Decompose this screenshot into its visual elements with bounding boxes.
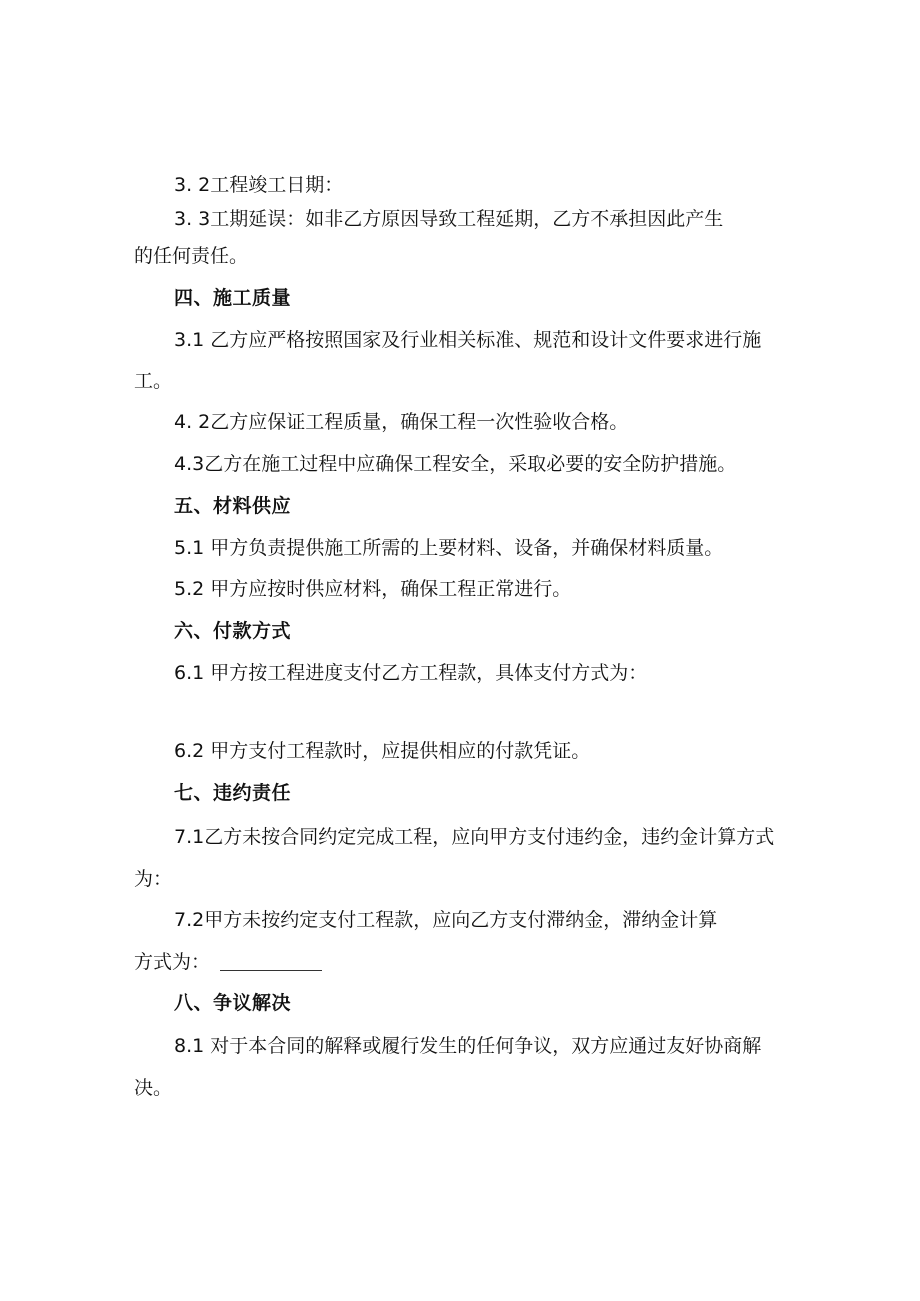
clause-3-2: 3. 2工程竣工日期：	[174, 174, 344, 196]
clause-8-1-continued: 决。	[134, 1077, 173, 1099]
clause-4-1: 3.1 乙方应严格按照国家及行业相关标准、规范和设计文件要求进行施	[174, 329, 762, 351]
clause-5-2: 5.2 甲方应按时供应材料，确保工程正常进行。	[174, 578, 572, 600]
section-heading-dispute-resolution: 八、争议解决	[174, 992, 292, 1014]
clause-5-1: 5.1 甲方负责提供施工所需的上要材料、设备，并确保材料质量。	[174, 537, 724, 559]
section-heading-material-supply: 五、材料供应	[174, 495, 292, 517]
clause-6-1: 6.1 甲方按工程进度支付乙方工程款，具体支付方式为：	[174, 662, 648, 684]
clause-7-2-continued: 方式为：	[134, 951, 211, 973]
clause-4-2: 4. 2乙方应保证工程质量，确保工程一次性验收合格。	[174, 411, 629, 433]
clause-3-3: 3. 3工期延误：如非乙方原因导致工程延期，乙方不承担因此产生	[174, 208, 724, 230]
clause-7-2: 7.2甲方未按约定支付工程款，应向乙方支付滞纳金，滞纳金计算	[174, 909, 718, 931]
clause-6-2: 6.2 甲方支付工程款时，应提供相应的付款凭证。	[174, 740, 591, 762]
section-heading-breach-liability: 七、违约责任	[174, 782, 292, 804]
clause-4-1-continued: 工。	[134, 370, 173, 392]
section-heading-construction-quality: 四、施工质量	[174, 287, 292, 309]
clause-7-1-continued: 为：	[134, 868, 173, 890]
clause-7-1: 7.1乙方未按合同约定完成工程，应向甲方支付违约金，违约金计算方式	[174, 826, 775, 848]
clause-8-1: 8.1 对于本合同的解释或履行发生的任何争议，双方应通过友好协商解	[174, 1035, 762, 1057]
clause-4-3: 4.3乙方在施工过程中应确保工程安全，采取必要的安全防护措施。	[174, 453, 737, 475]
fill-in-blank-line	[220, 970, 322, 971]
clause-3-3-continued: 的任何责任。	[134, 245, 249, 267]
section-heading-payment-method: 六、付款方式	[174, 620, 292, 642]
